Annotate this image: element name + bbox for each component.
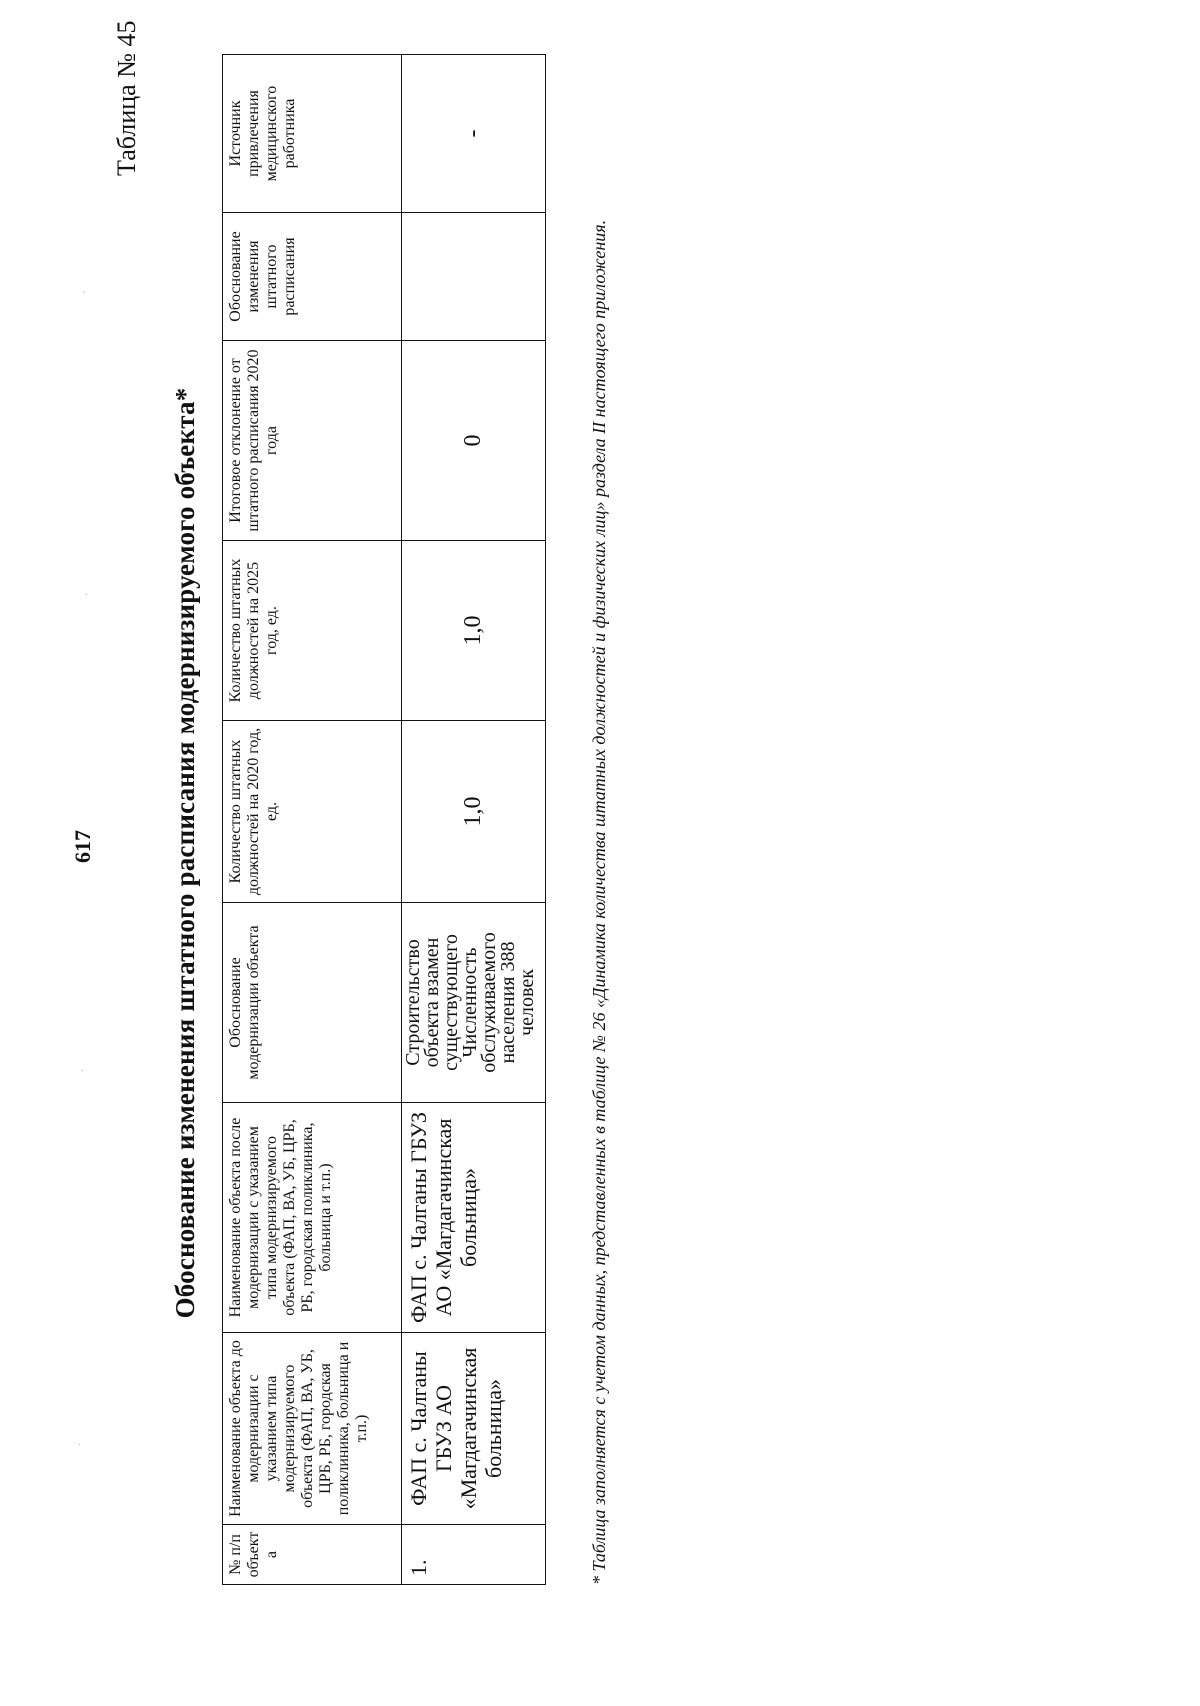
page-number: 617 <box>70 830 95 863</box>
header-cell-staff-2020: Количество штатных должностей на 2020 год, ед. <box>223 721 402 903</box>
cell-object-before: ФАП с. Чалганы ГБУЗ АО «Магдагачинская больница» <box>402 1333 546 1525</box>
scan-speck: · <box>78 1068 89 1072</box>
header-cell-source: Источник привлечения медицинского работника <box>223 55 402 213</box>
cell-modernization-reason: Строительство объекта взамен существующего Численность обслуживаемого населения 388 человек <box>402 903 546 1103</box>
header-row <box>223 55 402 1585</box>
header-cell-modernization-reason: Обоснование модернизации объекта <box>223 903 402 1103</box>
scan-speck: · <box>82 592 93 596</box>
cell-object-after: ФАП с. Чалганы ГБУЗ АО «Магдагачинская больница» <box>402 1103 546 1333</box>
scan-speck: · <box>75 1442 86 1446</box>
footnote: * Таблица заполняется с учетом данных, представленных в таблице № 26 «Динамика количества штатных должностей и физических лиц» раздела II настоящего приложения. <box>589 219 609 1585</box>
cell-deviation: 0 <box>402 341 546 541</box>
cell-source: - <box>402 55 546 213</box>
header-cell-object-before: Наименование объекта до модернизации с указанием типа модернизируемого объекта (ФАП, ВА, УБ, ЦРБ, РБ, городская поликлиника, больница и т.п.) <box>223 1333 402 1525</box>
table-row <box>402 55 546 1585</box>
header-cell-staff-2025: Количество штатных должностей на 2025 год, ед. <box>223 541 402 721</box>
header-cell-change-reason: Обоснование изменения штатного расписания <box>223 213 402 341</box>
cell-number: 1. <box>402 1525 546 1585</box>
cell-staff-2020: 1,0 <box>402 721 546 903</box>
header-cell-object-after: Наименование объекта после модернизации с указанием типа модернизируемого объекта (ФАП, ВА, УБ, ЦРБ, РБ, городская поликлиника, больница и т.п.) <box>223 1103 402 1333</box>
scan-speck: · <box>80 290 91 294</box>
staffing-table <box>222 54 546 1585</box>
header-cell-deviation: Итоговое отклонение от штатного расписания 2020 года <box>223 341 402 541</box>
cell-staff-2025: 1,0 <box>402 541 546 721</box>
table-label: Таблица № 45 <box>112 20 141 176</box>
cell-change-reason <box>402 213 546 341</box>
page-title: Обоснование изменения штатного расписания модернизируемого объекта* <box>170 387 200 1319</box>
header-cell-number: № п/п объект а <box>223 1525 402 1585</box>
